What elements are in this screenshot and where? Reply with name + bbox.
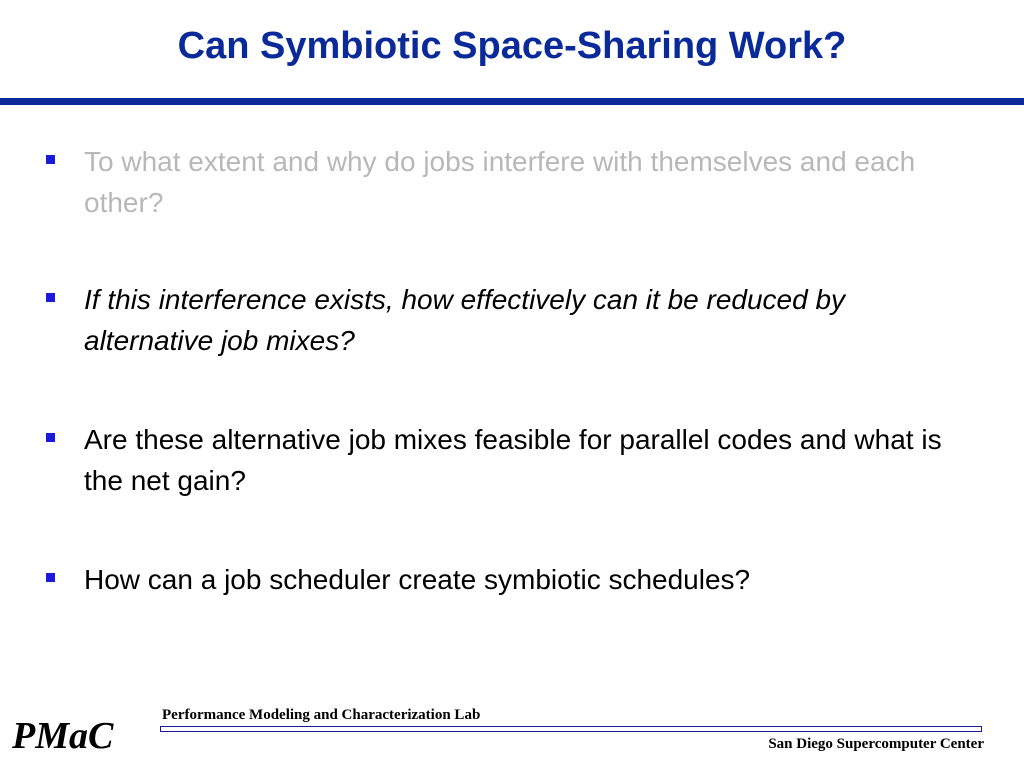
pmac-logo: PMaC [12, 715, 114, 757]
square-bullet-icon [46, 155, 55, 164]
center-name: San Diego Supercomputer Center [768, 736, 984, 752]
slide-title: Can Symbiotic Space-Sharing Work? [177, 25, 847, 67]
square-bullet-icon [46, 573, 55, 582]
bullet-text: If this interference exists, how effectively can it be reduced by alternative job mixes? [84, 284, 846, 356]
bullet-text: To what extent and why do jobs interfere with themselves and each other? [84, 146, 916, 218]
bullet-text: Are these alternative job mixes feasible for parallel codes and what is the net gain? [84, 424, 942, 496]
bullet-text: How can a job scheduler create symbiotic schedules? [84, 564, 751, 595]
footer-divider [160, 726, 982, 732]
square-bullet-icon [46, 293, 55, 302]
square-bullet-icon [46, 433, 55, 442]
lab-name: Performance Modeling and Characterization Lab [162, 707, 481, 723]
